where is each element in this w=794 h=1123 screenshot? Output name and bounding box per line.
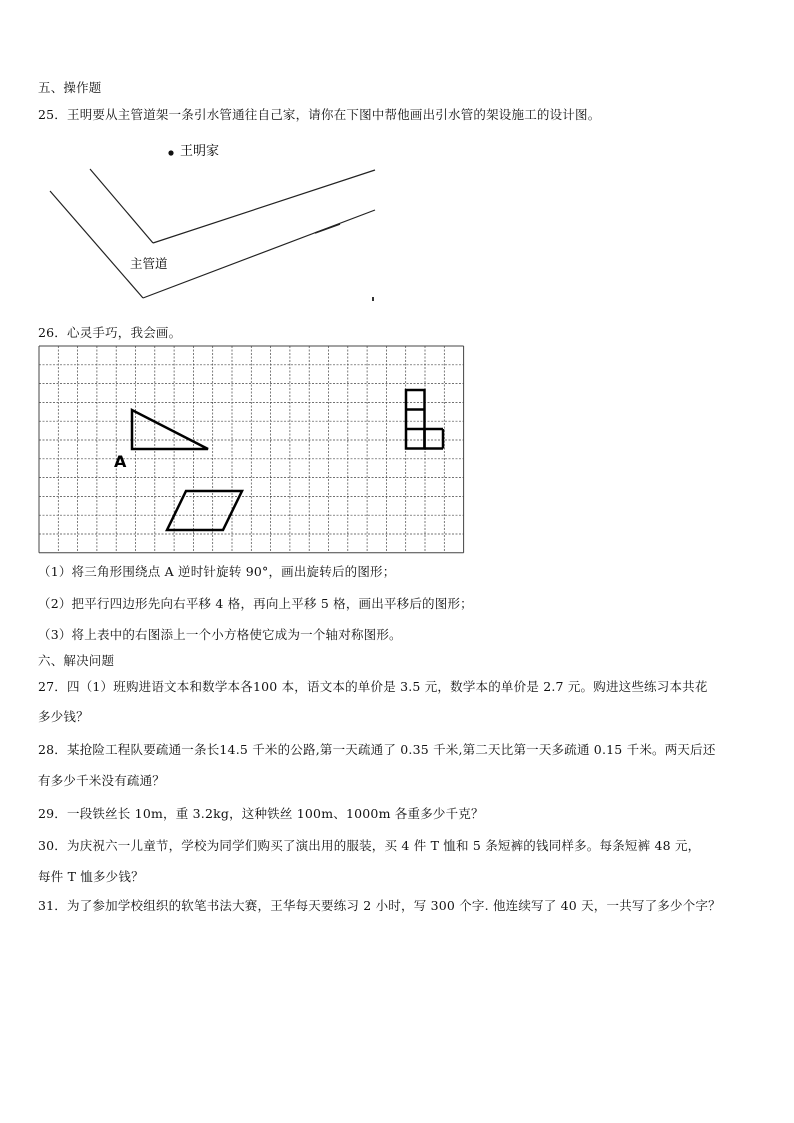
question-31-text: 31．为了参加学校组织的软笔书法大赛，王华每天要练习 2 小时，写 300 个字. 他连续写了 40 天，一共写了多少个字？ (38, 898, 721, 913)
question-26-sub-2: （2）把平行四边形先向右平移 4 格，再向上平移 5 格，画出平移后的图形； (38, 596, 473, 611)
section-five-heading: 五、操作题 (38, 80, 102, 95)
drawing-grid (38, 345, 465, 555)
question-27-line-2: 多少钱？ (38, 709, 89, 724)
question-28-line-2: 有多少千米没有疏通？ (38, 773, 166, 788)
grid-lines (39, 346, 464, 553)
house-point-icon (168, 150, 173, 155)
pipe-outer-edge (50, 191, 143, 298)
question-29-text: 29．一段铁丝长 10m，重 3.2kg，这种铁丝 100m、1000m 各重多少千克？ (38, 806, 484, 821)
pipe-outer-edge-long (143, 210, 375, 298)
question-30-line-2: 每件 T 恤多少钱？ (38, 869, 144, 884)
pipe-diagram (40, 133, 380, 305)
question-26-sub-1: （1）将三角形围绕点 A 逆时针旋转 90°，画出旋转后的图形； (38, 564, 396, 579)
section-six-heading: 六、解决问题 (38, 653, 115, 668)
question-28-line-1: 28．某抢险工程队要疏通一条长14.5 千米的公路,第一天疏通了 0.35 千米,第二天比第一天多疏通 0.15 千米。两天后还 (38, 742, 716, 757)
triangle-shape (132, 410, 208, 449)
point-a-label: A (114, 452, 127, 471)
question-26-text: 26．心灵手巧，我会画。 (38, 325, 182, 340)
pipe-inner-edge-long (153, 170, 375, 243)
question-30-line-1: 30．为庆祝六一儿童节，学校为同学们购买了演出用的服装，买 4 件 T 恤和 5 条短裤的钱同样多。每条短裤 48 元， (38, 838, 701, 853)
question-26-sub-3: （3）将上表中的右图添上一个小方格使它成为一个轴对称图形。 (38, 627, 402, 642)
pipe-inner-edge (90, 169, 153, 243)
parallelogram-shape (167, 491, 242, 530)
house-label: 王明家 (180, 144, 220, 159)
question-27-line-1: 27．四（1）班购进语文本和数学本各100 本，语文本的单价是 3.5 元，数学本的单价是 2.7 元。购进这些练习本共花 (38, 679, 708, 694)
question-25-text: 25．王明要从主管道架一条引水管通往自己家，请你在下图中帮他画出引水管的架设施工的设计图。 (38, 107, 601, 122)
pipe-label: 主管道 (130, 256, 168, 271)
